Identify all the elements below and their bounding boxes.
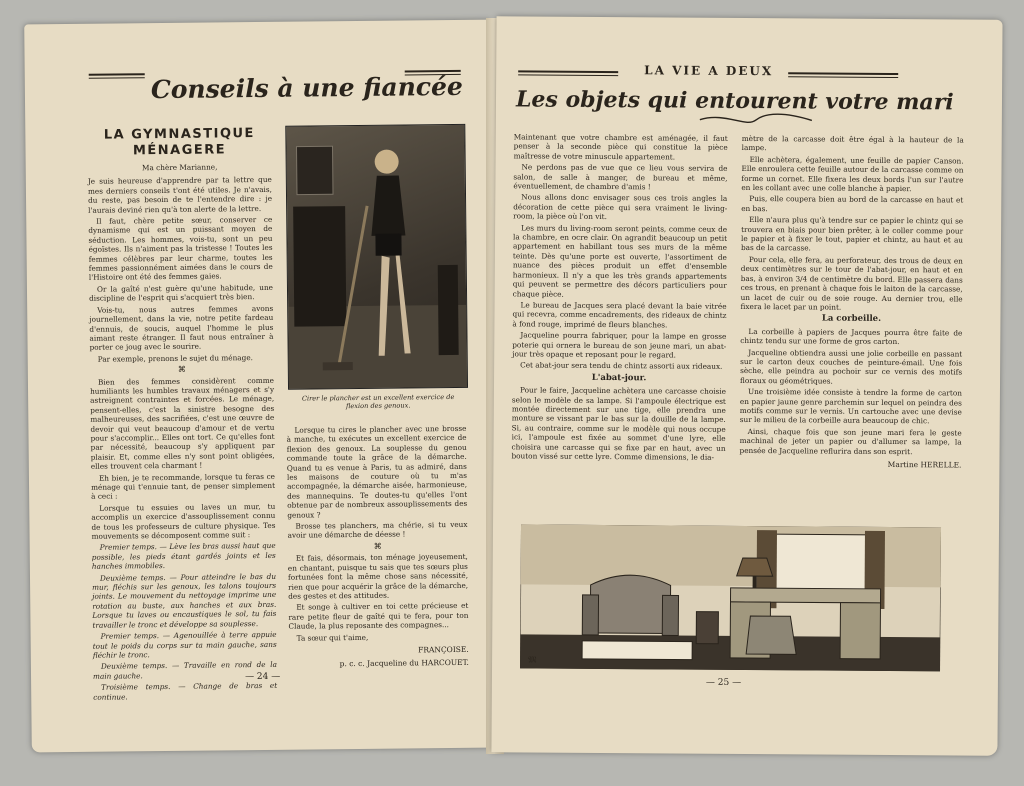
title-rule-left bbox=[89, 73, 145, 79]
signature-herelle: Martine HERELLE. bbox=[887, 459, 962, 470]
paragraph: Je suis heureuse d'apprendre par ta lettre que mes derniers conseils t'ont été utiles. Je n'avais, du reste, pas besoin de te l'entendre dire : je l'aurais deviné rien qu'à ton alerte de la lettre. bbox=[87, 175, 273, 215]
title-rule-right bbox=[405, 70, 461, 76]
paragraph: Lorsque tu cires le plancher avec une brosse à manche, tu exécutes un excellent exercice de flexion des genoux. La souplesse du genou commande toute la grâce de la démarche. Quand tu es venue à Paris, tu as admiré, dans les maisons de couture où tu m'as accompagnée, la démarche aisée, harmonieuse, des mannequins. Te doutes-tu qu'elles l'ont obtenue par de nombreux assouplissements des genoux ? bbox=[286, 423, 468, 520]
living-room-illustration bbox=[520, 524, 941, 671]
woman-polishing-floor-illustration bbox=[286, 125, 467, 389]
paragraph: Maintenant que votre chambre est aménagée, il faut penser à la seconde pièce qui constitue la pièce maîtresse de votre minuscule appartement. bbox=[513, 132, 728, 162]
paragraph: Or la gaîté n'est guère qu'une habitude, une discipline de l'esprit qui s'acquiert très bien. bbox=[89, 282, 274, 304]
right-column-1 bbox=[511, 132, 727, 464]
left-page bbox=[24, 20, 498, 753]
left-subtitle: LA GYMNASTIQUE MÉNAGERE bbox=[103, 126, 255, 159]
paragraph: Ainsi, chaque fois que son jeune mari fera le geste machinal de jeter un papier ou d'allumer sa lampe, la pensée de Jacqueline reflurira dans son esprit. bbox=[739, 426, 962, 456]
section-kicker: LA VIE A DEUX bbox=[644, 63, 774, 79]
paragraph: Pour cela, elle fera, au perforateur, des trous de deux en deux centimètres sur le tour de l'abat-jour, en haut et en bas, à environ 3/4 de centimètre du bord. Elle passera dans ces trous, en prenant à chaque fois le laiton de la carcasse, un lacet de cuir ou de soie rouge. Au dernier trou, elle fixera le lacet par un point. bbox=[740, 254, 963, 312]
paragraph: Lorsque tu essuies ou laves un mur, tu accomplis un exercice d'assouplissement connu de tous les professeurs de culture physique. Tes mouvements se décomposent comme suit : bbox=[91, 501, 276, 541]
right-title: Les objets qui entourent votre mari bbox=[515, 86, 954, 116]
paragraph: Puis, elle coupera bien au bord de la carcasse en haut et en bas. bbox=[741, 194, 964, 213]
paragraph: Premier temps. — Agenouillée à terre appuie tout le poids du corps sur ta main gauche, sans fléchir le tronc. bbox=[92, 629, 277, 660]
paragraph: Une troisième idée consiste à tendre la forme de carton en papier jaune genre parchemin sur lequel on peindra des motifs comme sur le vernis. Un cartouche avec une devise sur le milieu de la corbeille aura beaucoup de chic. bbox=[739, 387, 962, 426]
signature-francoise: FRANÇOISE. bbox=[418, 644, 469, 655]
page-number-left: — 24 — bbox=[244, 671, 281, 683]
paragraph: Pour le faire, Jacqueline achètera une carcasse choisie selon le modèle de sa lampe. Si l'ampoule électrique est montée directement sur une tige, elle prendra une monture se vissant par le bas sur la douille de la lampe. Si, au contraire, comme sur le modèle qui nous occupe ici, l'ampoule est fixée au sommet d'une lyre, elle choisira une carcasse qui se fixe par en haut, avec un bouton vissé sur cette lyre. Comme dimensions, le dia- bbox=[511, 385, 726, 462]
paragraph: mètre de la carcasse doit être égal à la hauteur de la lampe. bbox=[741, 133, 964, 153]
left-column-1 bbox=[87, 126, 277, 704]
paragraph: Le bureau de Jacques sera placé devant la baie vitrée qui recevra, comme encadrements, des rideaux de chintz à fond rouge, imprimé de fleurs blanches. bbox=[512, 300, 727, 330]
flourish-icon bbox=[696, 112, 816, 129]
left-column-2 bbox=[286, 424, 469, 670]
svg-text:𝔐: 𝔐 bbox=[528, 655, 537, 666]
photo-caption: Cirer le plancher est un excellent exercice de flexion des genoux. bbox=[301, 392, 455, 411]
paragraph: Ne perdons pas de vue que ce lieu vous servira de salon, de salle à manger, de bureau et même, éventuellement, de chambre d'amis ! bbox=[513, 162, 728, 192]
paragraph: Jacqueline obtiendra aussi une jolie corbeille en passant sur le carton deux couches de peinture-émail. Une fois sèche, elle peindra au pochoir sur ce vernis des motifs floraux ou géométriques. bbox=[740, 347, 963, 386]
paragraph: Elle n'aura plus qu'à tendre sur ce papier le chintz qui se trouvera en biais pour bien prêter, à le coller comme pour le papier et à fixer le tout, papier et chintz, au haut et au bas de la carcasse. bbox=[740, 215, 964, 253]
paragraph: Brosse tes planchers, ma chérie, si tu veux avoir une démarche de déesse ! bbox=[287, 519, 468, 541]
paragraph: Troisième temps. — Change de bras et continue. bbox=[93, 680, 278, 702]
paragraph: Ta sœur qui t'aime, bbox=[296, 632, 369, 643]
paragraph: Nous allons donc envisager sous ces trois angles la décoration de cette pièce qui sera vraiment le living-room, la pièce où l'on vit. bbox=[513, 192, 728, 222]
right-page bbox=[491, 16, 1002, 756]
paragraph: La corbeille à papiers de Jacques pourra être faite de chintz tendu sur une forme de gros carton. bbox=[740, 326, 963, 347]
paragraph: Par exemple, prenons le sujet du ménage. bbox=[97, 352, 253, 364]
paragraph: Cet abat-jour sera tendu de chintz assorti aux rideaux. bbox=[520, 360, 723, 372]
paragraph: Elle achètera, également, une feuille de papier Canson. Elle enroulera cette feuille autour de la carcasse comme on forme un cornet. Elle fixera les deux bords l'un sur l'autre en les collant avec une colle blanche à papier. bbox=[741, 154, 964, 194]
paragraph: Les murs du living-room seront peints, comme ceux de la chambre, en ocre clair. On agrandit beaucoup un petit appartement en habillant tous ses murs de la même teinte. Dès qu'une porte est ouverte, l'assortiment de nuance des pièces produit un effet d'ensemble harmonieux. Il n'y a que les très grands appartements qui peuvent se permettre des décors particuliers pour chaque pièce. bbox=[512, 223, 728, 299]
subhead-corbeille: La corbeille. bbox=[821, 313, 882, 325]
right-column-2 bbox=[739, 134, 963, 470]
paragraph: Deuxième temps. — Travaille en rond de la main gauche. bbox=[92, 660, 277, 681]
paragraph: Vois-tu, nous autres femmes avons journellement, dans la vie, notre petite fardeau d'ennuis, de soucis, auquel l'homme le plus aimant reste étranger. Il faut nous entraîner à porter ce joug avec le sourire. bbox=[89, 303, 274, 353]
kicker-rule-right bbox=[788, 72, 898, 78]
subhead-abat-jour: L'abat-jour. bbox=[591, 372, 647, 384]
paragraph: Eh bien, je te recommande, lorsque tu feras ce ménage qui t'ennuie tant, de penser simplement à ceci : bbox=[91, 471, 276, 502]
page-number-right: — 25 — bbox=[705, 677, 742, 688]
paragraph: Il faut, chère petite sœur, conserver ce dynamisme qui est un puissant moyen de séduction. Les hommes, vois-tu, sont un peu égoïstes. Ils n'aiment pas la tristesse ! Toutes les femmes célèbres par leur charme, toutes les femmes passionnément aimées dans le cours de l'Histoire ont été des femmes gaies. bbox=[88, 214, 273, 283]
paragraph: Jacqueline pourra fabriquer, pour la lampe en grosse poterie qui ornera le bureau de son jeune mari, un abat-jour très opaque et reposant pour le regard. bbox=[512, 330, 727, 360]
paragraph: Et fais, désormais, ton ménage joyeusement, en chantant, puisque tu sais que tes sœurs plus fortunées font la même chose sans nécessité, rien que pour acquérir la grâce de la démarche, des gestes et des attitudes. bbox=[287, 552, 469, 601]
paragraph: Et songe à cultiver en toi cette précieuse et rare petite fleur de gaîté qui te fera, pour ton Claude, la plus reposante des compagnes... bbox=[288, 601, 469, 631]
left-title: Conseils à une fiancée bbox=[150, 71, 463, 105]
paragraph: Bien des femmes considèrent comme humiliants les humbles travaux ménagers et s'y astreignent contraintes et forcées. Le ménage, pensent-elles, c'est la sinistre besogne des malheureuses, des sacrifiées, c'est une œuvre de devoir qui veut beaucoup d'amour et de vertu pour s'accomplir... Elles ont tort. Ce qu'elles font par nécessité, beaucoup s'y appliquent par plaisir. Et, comme elles n'y sont point obligées, elles trouvent cela charmant ! bbox=[89, 375, 275, 471]
ornament-icon: ⌘ bbox=[373, 541, 382, 551]
paragraph: Deuxième temps. — Pour atteindre le bas du mur, fléchis sur les genoux, les talons toujours joints. Le mouvement du nettoyage imprime une rotation au buste, aux hanches et aux bras. Lorsque tu laves ou encaustiques le sol, tu fais travailler le tronc et développe sa souplesse. bbox=[92, 571, 277, 630]
paragraph: Premier temps. — Lève les bras aussi haut que possible, les pieds étant gardés joints et les hanches immobiles. bbox=[91, 541, 276, 572]
salutation: Ma chère Marianne, bbox=[141, 162, 218, 173]
ornament-icon: ⌘ bbox=[177, 364, 186, 374]
kicker-rule-left bbox=[518, 70, 618, 76]
credit-line: p. c. c. Jacqueline du HARCOUET. bbox=[339, 658, 469, 669]
cleaning-woman-photo bbox=[285, 124, 468, 411]
